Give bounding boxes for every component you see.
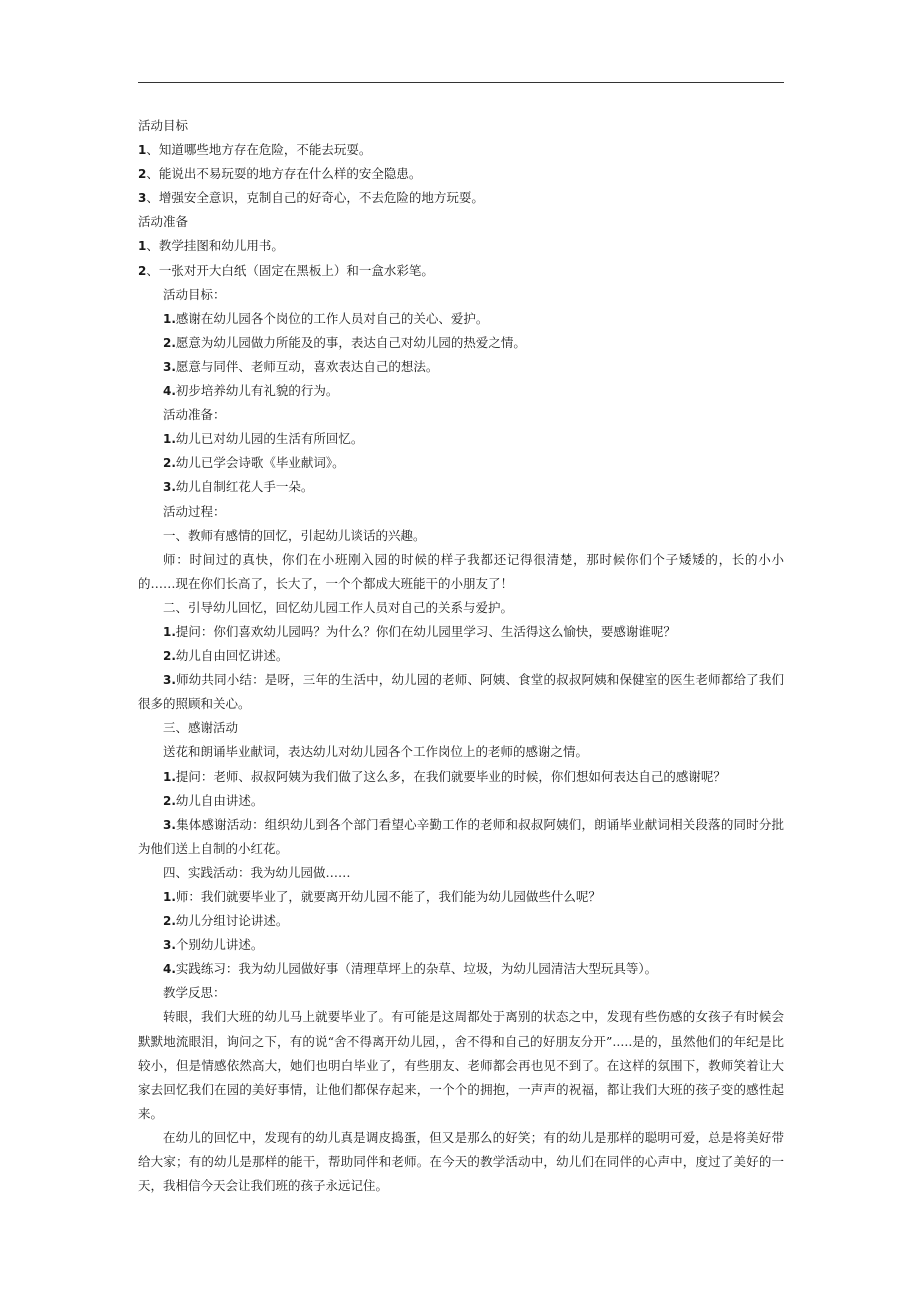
list-number: 1 — [138, 239, 147, 254]
document-line — [138, 861, 784, 885]
document-paragraph — [138, 1126, 784, 1198]
line-text: 愿意与同伴、老师互动，喜欢表达自己的想法。 — [175, 358, 439, 374]
line-text: 活动准备 — [138, 214, 189, 230]
list-number: 2 — [138, 263, 147, 278]
paragraph-text: 在幼儿的回忆中，发现有的幼儿真是调皮捣蛋，但又是那么的好笑；有的幼儿是那样的聪明可爱，总是将美好带给大家；有的幼儿是那样的能干，帮助同伴和老师。在今天的教学活动中，幼儿们在同伴的心声中，度过了美好的一天，我相信今天会让我们班的孩子永远记住。 — [138, 1129, 784, 1194]
document-line — [138, 283, 784, 307]
list-number: 3. — [163, 673, 176, 688]
list-number: 3 — [138, 191, 147, 206]
document-line — [138, 981, 784, 1005]
line-text: 幼儿已对幼儿园的生活有所回忆。 — [175, 431, 364, 447]
line-text: 实践练习：我为幼儿园做好事（清理草坪上的杂草、垃圾，为幼儿园清洁大型玩具等）。 — [175, 961, 658, 977]
document-line — [138, 933, 784, 957]
line-text: 、增强安全意识，克制自己的好奇心，不去危险的地方玩耍。 — [146, 190, 484, 206]
document-line — [138, 451, 784, 475]
line-text: 、一张对开大白纸（固定在黑板上）和一盒水彩笔。 — [146, 262, 434, 278]
document-line — [138, 885, 784, 909]
document-line — [138, 355, 784, 379]
list-number: 1. — [163, 311, 176, 326]
list-number: 3. — [163, 359, 176, 374]
document-line — [138, 524, 784, 548]
list-number: 2. — [163, 914, 176, 929]
list-number: 2. — [163, 649, 176, 664]
line-text: 提问：你们喜欢幼儿园吗？为什么？你们在幼儿园里学习、生活得这么愉快，要感谢谁呢？ — [175, 623, 676, 639]
line-text: 提问：老师、叔叔阿姨为我们做了这么多，在我们就要毕业的时候，你们想如何表达自己的感谢呢？ — [175, 768, 726, 784]
list-number: 2. — [163, 335, 176, 350]
document-line — [138, 427, 784, 451]
document-line — [138, 210, 784, 234]
header-rule — [138, 82, 784, 83]
line-text: 初步培养幼儿有礼貌的行为。 — [175, 383, 339, 399]
list-number: 1 — [138, 143, 147, 158]
document-paragraph — [138, 813, 784, 861]
line-text: 、教学挂图和幼儿用书。 — [146, 238, 284, 254]
document-line — [138, 957, 784, 981]
line-text: 个别幼儿讲述。 — [175, 937, 264, 953]
document-line — [138, 789, 784, 813]
list-number: 3. — [163, 480, 176, 495]
paragraph-text: 转眼，我们大班的幼儿马上就要毕业了。有可能是这周都处于离别的状态之中，发现有些伤感的女孩子有时候会默默地流眼泪，询问之下，有的说“舍不得离开幼儿园，，舍不得和自己的好朋友分开”.....是的，虽然他们的年纪是比较小，但是情感依然高大，她们也明白毕业了，有些朋友、老师都会再也见不到了。在这样的氛围下，教师笑着让大家去回忆我们在园的美好事情，让他们都保存起来，一个个的拥抱，一声声的祝福，都让我们大班的孩子变的感性起来。 — [138, 1009, 784, 1121]
line-text: 二、引导幼儿回忆，回忆幼儿园工作人员对自己的关系与爱护。 — [163, 599, 514, 615]
line-text: 四、实践活动：我为幼儿园做…… — [163, 864, 351, 880]
line-text: 幼儿已学会诗歌《毕业献词》。 — [175, 455, 345, 471]
line-text: 师：我们就要毕业了，就要离开幼儿园不能了，我们能为幼儿园做些什么呢？ — [175, 889, 601, 904]
document-line — [138, 403, 784, 427]
paragraph-text: 师：时间过的真快，你们在小班刚入园的时候的样子我都还记得很清楚，那时候你们个子矮矮的，长的小小的……现在你们长高了，长大了，一个个都成大班能干的小朋友了！ — [138, 551, 784, 591]
line-text: 、能说出不易玩耍的地方存在什么样的安全隐患。 — [146, 166, 422, 182]
document-line — [138, 740, 784, 764]
line-text: 活动准备： — [163, 407, 226, 423]
list-number: 4. — [163, 962, 176, 977]
document-line — [138, 234, 784, 258]
list-number: 3. — [163, 938, 176, 953]
list-number: 1. — [163, 769, 176, 784]
list-number: 1. — [163, 624, 176, 639]
document-line — [138, 138, 784, 162]
line-text: 幼儿分组讨论讲述。 — [175, 913, 289, 929]
document-paragraph — [138, 668, 784, 716]
document-line — [138, 620, 784, 644]
document-body — [138, 114, 784, 1198]
paragraph-text: 集体感谢活动：组织幼儿到各个部门看望心辛勤工作的老师和叔叔阿姨们，朗诵毕业献词相关段落的同时分批为他们送上自制的小红花。 — [138, 816, 784, 856]
line-text: 幼儿自由回忆讲述。 — [175, 648, 289, 664]
line-text: 活动目标 — [138, 118, 189, 133]
line-text: 一、教师有感情的回忆，引起幼儿谈话的兴趣。 — [163, 527, 426, 543]
document-line — [138, 162, 784, 186]
document-line — [138, 500, 784, 524]
line-text: 幼儿自由讲述。 — [175, 792, 264, 808]
line-text: 幼儿自制红花人手一朵。 — [175, 479, 314, 495]
line-text: 感谢在幼儿园各个岗位的工作人员对自己的关心、爱护。 — [175, 310, 489, 326]
list-number: 4. — [163, 384, 176, 399]
document-line — [138, 186, 784, 210]
line-text: 、知道哪些地方存在危险，不能去玩耍。 — [146, 142, 372, 158]
document-line — [138, 331, 784, 355]
document-paragraph — [138, 548, 784, 596]
document-line — [138, 596, 784, 620]
document-line — [138, 765, 784, 789]
list-number: 3. — [163, 817, 176, 832]
document-line — [138, 909, 784, 933]
list-number: 2 — [138, 167, 147, 182]
line-text: 活动目标： — [163, 286, 226, 302]
list-number: 2. — [163, 793, 176, 808]
list-number: 1. — [163, 890, 176, 904]
document-line — [138, 307, 784, 331]
paragraph-text: 师幼共同小结：是呀，三年的生活中，幼儿园的老师、阿姨、食堂的叔叔阿姨和保健室的医生老师都给了我们很多的照顾和关心。 — [138, 672, 784, 712]
document-paragraph — [138, 1005, 784, 1125]
document-line — [138, 716, 784, 740]
list-number: 1. — [163, 432, 176, 447]
document-line — [138, 114, 784, 138]
list-number: 2. — [163, 456, 176, 471]
line-text: 三、感谢活动 — [163, 720, 239, 736]
document-line — [138, 379, 784, 403]
document-line — [138, 259, 784, 283]
line-text: 愿意为幼儿园做力所能及的事，表达自己对幼儿园的热爱之情。 — [175, 334, 526, 350]
line-text: 送花和朗诵毕业献词，表达幼儿对幼儿园各个工作岗位上的老师的感谢之情。 — [163, 744, 589, 760]
line-text: 教学反思： — [163, 985, 226, 1001]
document-line — [138, 644, 784, 668]
line-text: 活动过程： — [163, 503, 226, 519]
document-line — [138, 475, 784, 499]
